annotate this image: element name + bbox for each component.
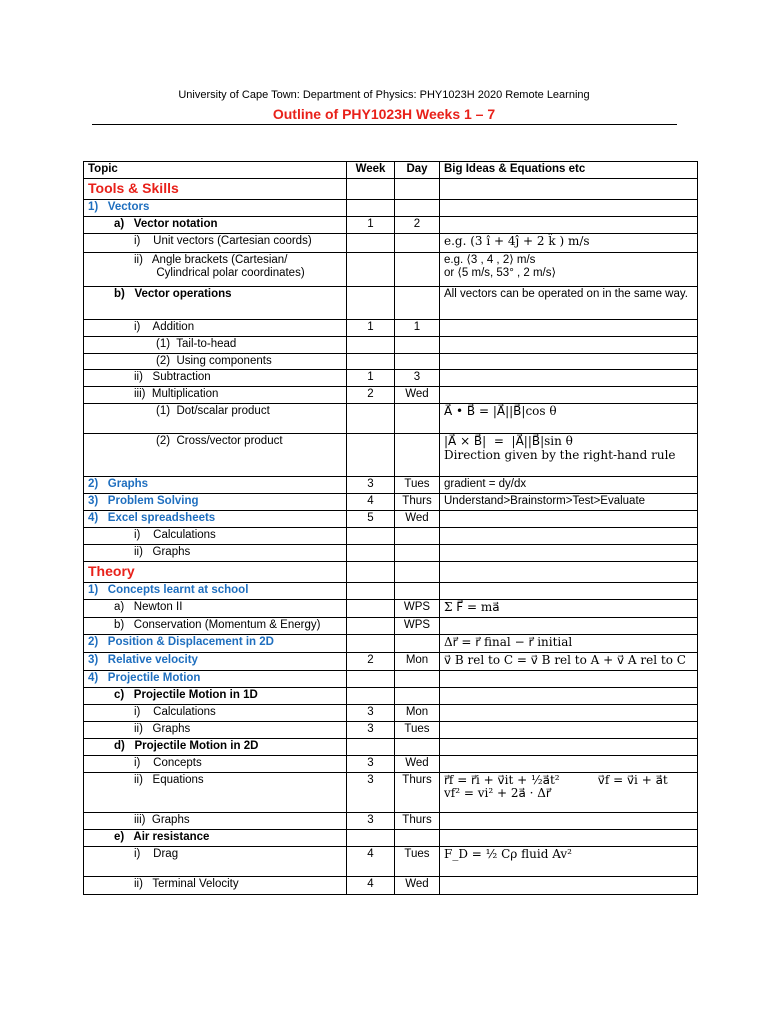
week-cell — [347, 617, 395, 634]
topic-label: iii) Graphs — [134, 813, 190, 826]
table-row — [84, 634, 698, 652]
topic-cell — [84, 687, 347, 704]
topic-label: 1) Vectors — [88, 200, 150, 213]
table-row — [84, 545, 698, 562]
ideas-cell: A⃗ • B⃗ = |A⃗||B⃗|cos θ — [440, 404, 698, 434]
day-cell: 2 — [395, 216, 440, 233]
topic-cell — [84, 876, 347, 894]
topic-label: i) Concepts — [134, 756, 202, 769]
ideas-cell: gradient = dy/dx — [440, 477, 698, 494]
column-header-week: Week — [347, 162, 395, 179]
day-cell: WPS — [395, 617, 440, 634]
topic-cell — [84, 199, 347, 216]
ideas-cell: e.g. ⟨3 , 4 , 2⟩ m/s or ⟨5 m/s, 53° , 2 m/s⟩ — [440, 252, 698, 286]
topic-cell — [84, 434, 347, 477]
ideas-cell — [440, 353, 698, 370]
table-row — [84, 199, 698, 216]
week-cell: 2 — [347, 387, 395, 404]
table-row — [84, 704, 698, 721]
topic-cell — [84, 370, 347, 387]
table-row — [84, 687, 698, 704]
table-row — [84, 353, 698, 370]
topic-label: 4) Projectile Motion — [88, 671, 201, 684]
week-cell — [347, 738, 395, 755]
topic-label: ii) Subtraction — [134, 371, 211, 383]
ideas-cell: Understand>Brainstorm>Test>Evaluate — [440, 494, 698, 511]
day-cell: Tues — [395, 721, 440, 738]
topic-cell — [84, 336, 347, 353]
week-cell — [347, 634, 395, 652]
document-title: Outline of PHY1023H Weeks 1 – 7 — [272, 106, 496, 122]
ideas-cell — [440, 755, 698, 772]
title-divider — [92, 124, 677, 125]
table-row — [84, 599, 698, 617]
column-header-ideas: Big Ideas & Equations etc — [440, 162, 698, 179]
table-row — [84, 562, 698, 583]
topic-cell — [84, 829, 347, 846]
table-row — [84, 370, 698, 387]
table-header-row — [84, 162, 698, 179]
week-cell: 4 — [347, 876, 395, 894]
ideas-cell — [440, 738, 698, 755]
topic-cell — [84, 704, 347, 721]
topic-label: ii) Equations — [134, 773, 204, 786]
ideas-cell: v⃗ B rel to C = v⃗ B rel to A + v⃗ A rel to C — [440, 652, 698, 670]
week-cell — [347, 336, 395, 353]
ideas-cell: e.g. (3 î + 4ĵ + 2 k̂ ) m/s — [440, 233, 698, 252]
day-cell: Thurs — [395, 812, 440, 829]
ideas-cell: |A⃗ × B⃗| = |A⃗||B⃗|sin θ Direction given by the right-hand rule — [440, 434, 698, 477]
ideas-cell: All vectors can be operated on in the same way. — [440, 286, 698, 319]
topic-label: (2) Using components — [156, 354, 272, 367]
topic-label: i) Unit vectors (Cartesian coords) — [134, 234, 312, 247]
day-cell — [395, 434, 440, 477]
topic-cell — [84, 812, 347, 829]
week-cell: 3 — [347, 721, 395, 738]
topic-cell — [84, 528, 347, 545]
topic-cell — [84, 477, 347, 494]
ideas-cell: Δr⃗ = r⃗ final − r⃗ initial — [440, 634, 698, 652]
ideas-cell — [440, 370, 698, 387]
ideas-cell — [440, 545, 698, 562]
table-row — [84, 772, 698, 812]
day-cell — [395, 286, 440, 319]
day-cell — [395, 528, 440, 545]
table-row — [84, 494, 698, 511]
column-header-topic: Topic — [84, 162, 347, 179]
topic-cell — [84, 216, 347, 233]
topic-label: ii) Terminal Velocity — [134, 877, 239, 890]
topic-label: i) Calculations — [134, 705, 216, 718]
topic-label: ii) Graphs — [134, 546, 191, 558]
week-cell — [347, 179, 395, 200]
ideas-cell — [440, 528, 698, 545]
table-row — [84, 286, 698, 319]
topic-label: b) Vector operations — [114, 287, 232, 300]
week-cell: 1 — [347, 370, 395, 387]
topic-cell — [84, 387, 347, 404]
table-row — [84, 434, 698, 477]
topic-label: 1) Concepts learnt at school — [88, 583, 249, 596]
day-cell: Wed — [395, 387, 440, 404]
topic-label: (1) Tail-to-head — [156, 337, 237, 350]
table-row — [84, 755, 698, 772]
table-row — [84, 876, 698, 894]
topic-label: i) Addition — [134, 320, 195, 333]
topic-label: 3) Problem Solving — [88, 495, 199, 507]
ideas-cell: Σ F⃗ = ma⃗ — [440, 599, 698, 617]
document-header — [0, 88, 768, 124]
ideas-cell: F_D = ½ Cρ fluid Av² — [440, 846, 698, 876]
day-cell: Mon — [395, 652, 440, 670]
week-cell: 1 — [347, 319, 395, 336]
table-row — [84, 336, 698, 353]
topic-label: (2) Cross/vector product — [156, 435, 283, 447]
day-cell: 3 — [395, 370, 440, 387]
ideas-cell — [440, 876, 698, 894]
ideas-cell — [440, 179, 698, 200]
day-cell — [395, 562, 440, 583]
topic-label: 4) Excel spreadsheets — [88, 512, 216, 524]
topic-cell — [84, 670, 347, 687]
week-cell — [347, 404, 395, 434]
week-cell — [347, 528, 395, 545]
ideas-cell — [440, 829, 698, 846]
day-cell: Wed — [395, 876, 440, 894]
week-cell — [347, 286, 395, 319]
topic-cell — [84, 562, 347, 583]
topic-cell — [84, 772, 347, 812]
column-header-day: Day — [395, 162, 440, 179]
topic-cell — [84, 755, 347, 772]
week-cell — [347, 233, 395, 252]
ideas-cell — [440, 199, 698, 216]
ideas-cell — [440, 387, 698, 404]
ideas-cell — [440, 617, 698, 634]
topic-label: a) Vector notation — [114, 217, 218, 230]
topic-cell — [84, 404, 347, 434]
topic-cell — [84, 582, 347, 599]
topic-cell — [84, 319, 347, 336]
day-cell — [395, 545, 440, 562]
topic-label: 2) Graphs — [88, 478, 149, 490]
topic-label: e) Air resistance — [114, 830, 210, 843]
ideas-cell — [440, 562, 698, 583]
table-row — [84, 670, 698, 687]
day-cell: Tues — [395, 477, 440, 494]
table-row — [84, 404, 698, 434]
day-cell — [395, 404, 440, 434]
ideas-cell: r⃗f = r⃗i + v⃗it + ½a⃗t² v⃗f = v⃗i + a⃗t vf² = vi² + 2a⃗ · Δr⃗ — [440, 772, 698, 812]
topic-label: i) Drag — [134, 847, 179, 860]
ideas-cell — [440, 319, 698, 336]
topic-cell — [84, 233, 347, 252]
ideas-cell — [440, 704, 698, 721]
day-cell — [395, 829, 440, 846]
topic-label: c) Projectile Motion in 1D — [114, 688, 258, 701]
week-cell: 3 — [347, 812, 395, 829]
day-cell: Thurs — [395, 772, 440, 812]
topic-label: ii) Graphs — [134, 722, 191, 735]
week-cell: 5 — [347, 511, 395, 528]
week-cell — [347, 687, 395, 704]
section-heading: Tools & Skills — [88, 180, 179, 196]
topic-cell — [84, 846, 347, 876]
topic-label: 2) Position & Displacement in 2D — [88, 635, 274, 648]
topic-cell — [84, 252, 347, 286]
table-row — [84, 511, 698, 528]
table-row — [84, 477, 698, 494]
topic-cell — [84, 599, 347, 617]
week-cell: 3 — [347, 704, 395, 721]
day-cell — [395, 336, 440, 353]
week-cell — [347, 829, 395, 846]
topic-cell — [84, 286, 347, 319]
table-row — [84, 179, 698, 200]
ideas-cell — [440, 582, 698, 599]
day-cell: Mon — [395, 704, 440, 721]
topic-cell — [84, 545, 347, 562]
day-cell — [395, 199, 440, 216]
table-row — [84, 721, 698, 738]
table-row — [84, 829, 698, 846]
table-row — [84, 528, 698, 545]
day-cell: Tues — [395, 846, 440, 876]
topic-cell — [84, 652, 347, 670]
table-row — [84, 233, 698, 252]
table-row — [84, 387, 698, 404]
ideas-cell — [440, 216, 698, 233]
week-cell: 3 — [347, 772, 395, 812]
table-row — [84, 812, 698, 829]
document-subtitle: University of Cape Town: Department of Physics: PHY1023H 2020 Remote Learning — [178, 89, 590, 101]
table-row — [84, 617, 698, 634]
day-cell — [395, 353, 440, 370]
topic-label: (1) Dot/scalar product — [156, 405, 270, 417]
topic-cell — [84, 511, 347, 528]
topic-cell — [84, 721, 347, 738]
topic-label: d) Projectile Motion in 2D — [114, 739, 259, 752]
day-cell — [395, 634, 440, 652]
week-cell: 1 — [347, 216, 395, 233]
topic-label: 3) Relative velocity — [88, 653, 198, 666]
week-cell — [347, 562, 395, 583]
ideas-cell — [440, 336, 698, 353]
table-row — [84, 652, 698, 670]
week-cell: 4 — [347, 494, 395, 511]
week-cell — [347, 582, 395, 599]
day-cell: 1 — [395, 319, 440, 336]
day-cell: Wed — [395, 755, 440, 772]
section-heading: Theory — [88, 563, 135, 579]
topic-label: i) Calculations — [134, 529, 216, 541]
table-row — [84, 319, 698, 336]
week-cell: 2 — [347, 652, 395, 670]
table-row — [84, 582, 698, 599]
day-cell: Thurs — [395, 494, 440, 511]
day-cell — [395, 582, 440, 599]
week-cell: 3 — [347, 477, 395, 494]
outline-table — [83, 161, 698, 895]
ideas-cell — [440, 812, 698, 829]
week-cell — [347, 434, 395, 477]
week-cell — [347, 670, 395, 687]
day-cell — [395, 179, 440, 200]
day-cell: WPS — [395, 599, 440, 617]
topic-label: b) Conservation (Momentum & Energy) — [114, 618, 321, 631]
day-cell — [395, 687, 440, 704]
day-cell — [395, 252, 440, 286]
week-cell — [347, 353, 395, 370]
ideas-cell — [440, 670, 698, 687]
table-row — [84, 738, 698, 755]
topic-cell — [84, 353, 347, 370]
week-cell — [347, 252, 395, 286]
week-cell — [347, 199, 395, 216]
table-row — [84, 252, 698, 286]
day-cell: Wed — [395, 511, 440, 528]
topic-label: iii) Multiplication — [134, 388, 219, 400]
table-row — [84, 846, 698, 876]
table-row — [84, 216, 698, 233]
day-cell — [395, 738, 440, 755]
topic-cell — [84, 634, 347, 652]
topic-cell — [84, 179, 347, 200]
day-cell — [395, 670, 440, 687]
day-cell — [395, 233, 440, 252]
ideas-cell — [440, 687, 698, 704]
week-cell: 4 — [347, 846, 395, 876]
ideas-cell — [440, 721, 698, 738]
topic-cell — [84, 617, 347, 634]
week-cell — [347, 599, 395, 617]
topic-cell — [84, 494, 347, 511]
topic-label: ii) Angle brackets (Cartesian/ Cylindrical polar coordinates) — [134, 253, 305, 279]
week-cell: 3 — [347, 755, 395, 772]
topic-cell — [84, 738, 347, 755]
week-cell — [347, 545, 395, 562]
topic-label: a) Newton II — [114, 600, 183, 613]
ideas-cell — [440, 511, 698, 528]
